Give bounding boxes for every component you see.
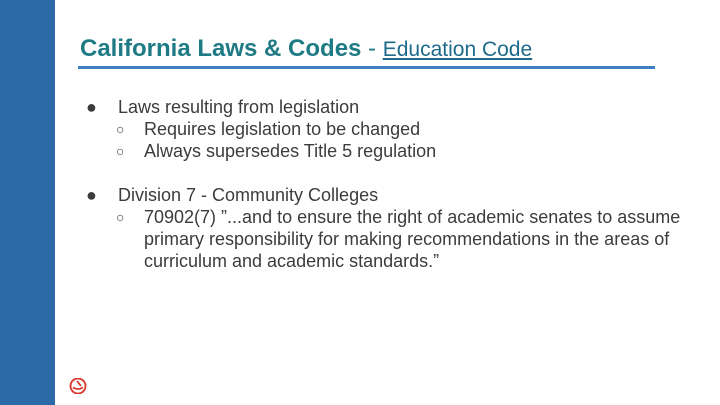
slide-content (86, 96, 706, 272)
left-accent-band (0, 0, 55, 405)
sub-bullet-text: Requires legislation to be changed (144, 119, 421, 139)
sub-bullet-item (86, 140, 706, 162)
sub-bullet-text: 70902(7) ”...and to ensure the right of academic senates to assume primary responsibility for making recommendations in the areas of curriculum and academic standards.” (144, 207, 681, 271)
bullet-glyph: ● (86, 185, 97, 205)
sub-bullet-glyph: ○ (116, 209, 125, 225)
bullet-glyph: ● (86, 97, 97, 117)
sub-bullet-item (86, 118, 706, 140)
bullet-text: Laws resulting from legislation (118, 97, 360, 117)
title-separator: - (361, 35, 383, 62)
sub-bullet-glyph: ○ (116, 143, 125, 159)
bullet-item (86, 96, 706, 118)
title-main: California Laws & Codes (80, 35, 362, 62)
title-underline (78, 66, 655, 69)
sub-bullet-item (86, 206, 706, 272)
slide-title (80, 34, 532, 65)
logo-icon (68, 378, 88, 394)
bullet-item (86, 184, 706, 206)
bullet-text: Division 7 - Community Colleges (118, 185, 379, 205)
sub-bullet-glyph: ○ (116, 121, 125, 137)
sub-bullet-text: Always supersedes Title 5 regulation (144, 141, 437, 161)
education-code-link[interactable]: Education Code (382, 38, 533, 61)
